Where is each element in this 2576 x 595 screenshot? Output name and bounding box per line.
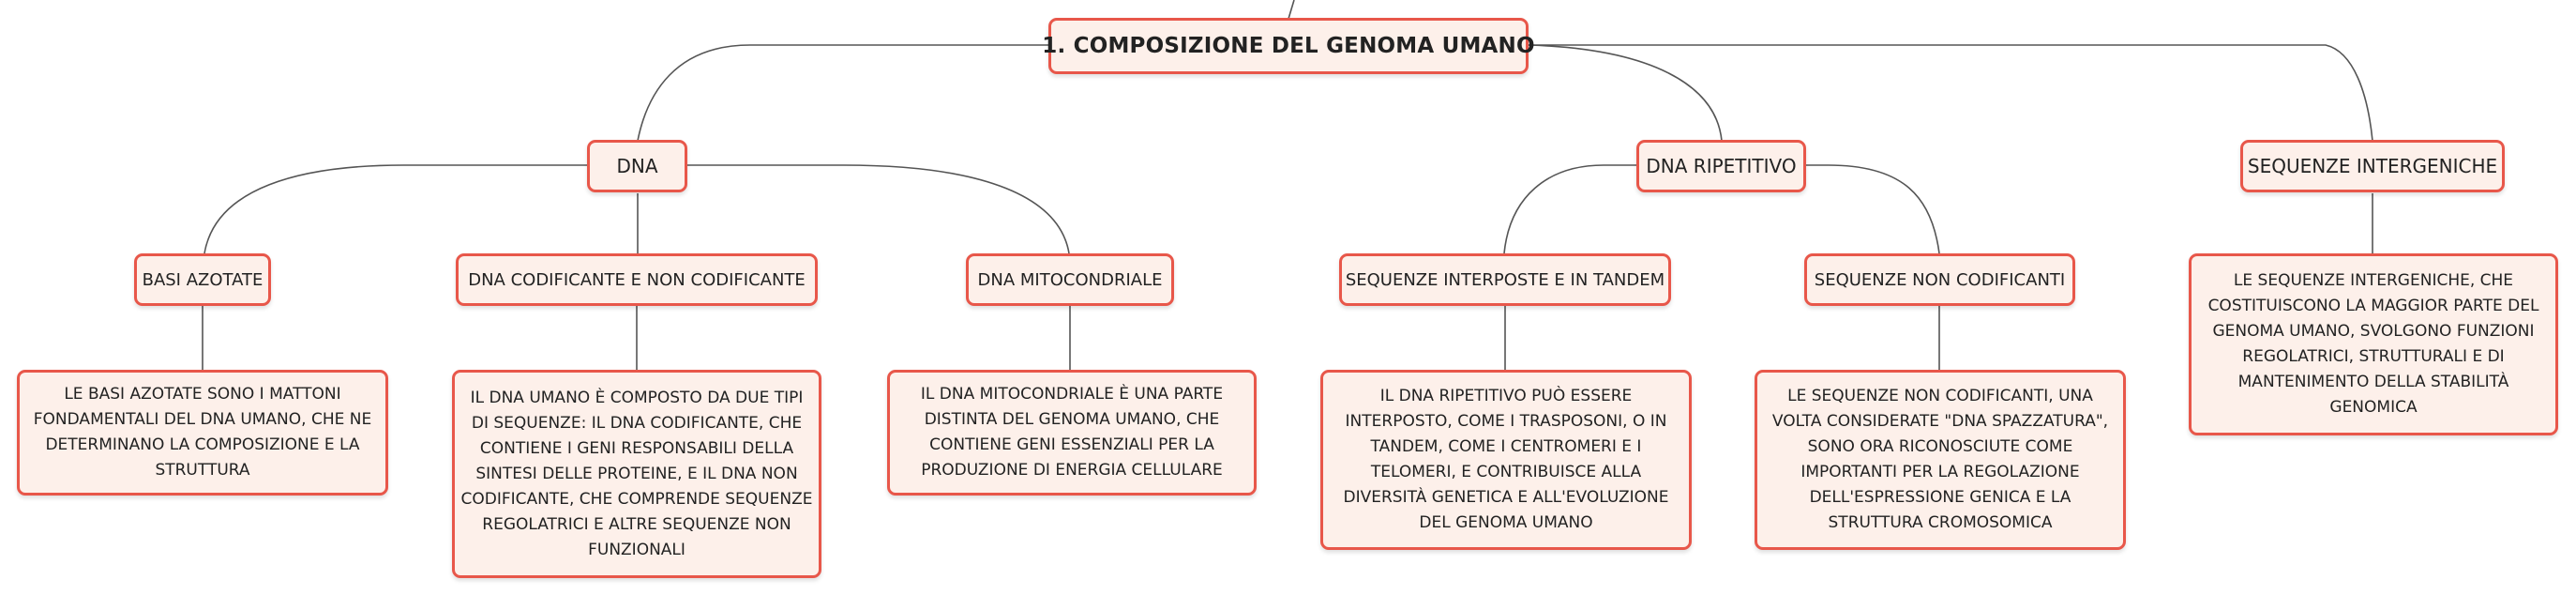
leaf-sequenze-interposte[interactable] xyxy=(1320,370,1692,550)
subtopic-dna-mitocondriale[interactable] xyxy=(966,253,1174,306)
leaf-dna-codificante-text: IL DNA UMANO È COMPOSTO DA DUE TIPI DI SEQUENZE: IL DNA CODIFICANTE, CHE CONTIENE I GENI RESPONSABILI DELLA SINTESI DELLE PROTEINE, E IL DNA NON CODIFICANTE, CHE COMPRENDE SEQUENZE REGOLATRICI E ALTRE SEQUENZE NON FUNZIONALI xyxy=(460,388,813,559)
root-topic[interactable] xyxy=(1042,18,1535,74)
branch-dna-ripetitivo-label: DNA RIPETITIVO xyxy=(1646,155,1797,177)
leaf-dna-codificante[interactable] xyxy=(452,370,821,578)
leaf-sequenze-interposte-text: IL DNA RIPETITIVO PUÒ ESSERE INTERPOSTO, COME I TRASPOSONI, O IN TANDEM, COME I CENTROMERI E I TELOMERI, E CONTRIBUISCE ALLA DIVERSITÀ GENETICA E ALL'EVOLUZIONE DEL GENOMA UMANO xyxy=(1343,387,1669,532)
subtopic-dna-codificante[interactable] xyxy=(456,253,818,306)
subtopic-sequenze-interposte[interactable] xyxy=(1339,253,1671,306)
branch-sequenze-intergeniche-label: SEQUENZE INTERGENICHE xyxy=(2247,155,2498,177)
leaf-sequenze-intergeniche[interactable] xyxy=(2189,253,2558,435)
connector-root-dna xyxy=(638,45,1048,141)
leaf-dna-mitocondriale[interactable] xyxy=(887,370,1257,496)
root-topic-label: 1. COMPOSIZIONE DEL GENOMA UMANO xyxy=(1042,34,1535,58)
connector-root-ripetitivo xyxy=(1529,45,1722,141)
subtopic-dna-mitocondriale-label: DNA MITOCONDRIALE xyxy=(977,269,1163,290)
branch-dna[interactable] xyxy=(587,140,687,192)
connector-rip-interposte xyxy=(1504,165,1637,253)
connector-root-top xyxy=(1288,0,1294,19)
connector-dna-mito xyxy=(686,165,1069,253)
subtopic-sequenze-non-codificanti-label: SEQUENZE NON CODIFICANTI xyxy=(1814,269,2066,290)
connector-rip-noncod xyxy=(1805,165,1939,253)
subtopic-sequenze-non-codificanti[interactable] xyxy=(1804,253,2075,306)
leaf-basi-azotate[interactable] xyxy=(17,370,388,496)
branch-dna-ripetitivo[interactable] xyxy=(1636,140,1806,192)
branch-sequenze-intergeniche[interactable] xyxy=(2240,140,2505,192)
subtopic-dna-codificante-label: DNA CODIFICANTE E NON CODIFICANTE xyxy=(468,269,806,290)
connector-root-intergeniche xyxy=(1529,45,2373,141)
subtopic-sequenze-interposte-label: SEQUENZE INTERPOSTE E IN TANDEM xyxy=(1345,269,1665,290)
branch-dna-label: DNA xyxy=(616,155,658,177)
leaf-dna-mitocondriale-text: IL DNA MITOCONDRIALE È UNA PARTE DISTINTA DEL GENOMA UMANO, CHE CONTIENE GENI ESSENZIALI PER LA PRODUZIONE DI ENERGIA CELLULARE xyxy=(920,385,1224,480)
subtopic-basi-azotate-label: BASI AZOTATE xyxy=(142,269,264,290)
leaf-sequenze-non-codificanti-text: LE SEQUENZE NON CODIFICANTI, UNA VOLTA CONSIDERATE "DNA SPAZZATURA", SONO ORA RICONOSCIUTE COME IMPORTANTI PER LA REGOLAZIONE DELL'ESPRESSIONE GENICA E LA STRUTTURA CROMOSOMICA xyxy=(1771,387,2109,532)
connector-dna-basi xyxy=(204,165,588,253)
leaf-sequenze-non-codificanti[interactable] xyxy=(1755,370,2126,550)
leaf-basi-azotate-text: LE BASI AZOTATE SONO I MATTONI FONDAMENTALI DEL DNA UMANO, CHE NE DETERMINANO LA COMPOSIZIONE E LA STRUTTURA xyxy=(33,385,372,480)
leaf-sequenze-intergeniche-text: LE SEQUENZE INTERGENICHE, CHE COSTITUISCONO LA MAGGIOR PARTE DEL GENOMA UMANO, SVOLGONO FUNZIONI REGOLATRICI, STRUTTURALI E DI MANTENIMENTO DELLA STABILITÀ GENOMICA xyxy=(2207,271,2539,417)
subtopic-basi-azotate[interactable] xyxy=(134,253,271,306)
